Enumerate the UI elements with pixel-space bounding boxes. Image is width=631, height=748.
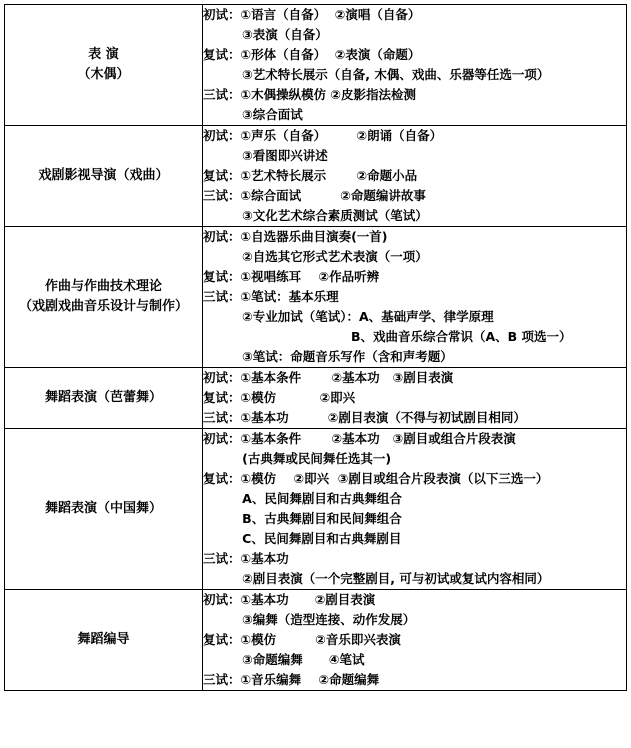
exam-detail-line: 初试：①基本条件 ②基本功 ③剧目表演 [203, 370, 454, 385]
exam-detail-line: 复试：①模仿 ②即兴 [203, 390, 356, 405]
exam-detail-line: ③命题编舞 ④笔试 [203, 652, 365, 667]
exam-detail-line: 复试：①艺术特长展示 ②命题小品 [203, 168, 418, 183]
exam-detail-line: 复试：①模仿 ②音乐即兴表演 [203, 632, 401, 647]
exam-detail-line: 初试：①自选器乐曲目演奏(一首) [203, 229, 388, 244]
major-name-cell [5, 429, 203, 590]
major-name-cell [5, 5, 203, 126]
exam-detail-line: ③笔试：命题音乐写作（含和声考题） [203, 349, 453, 364]
exam-detail-line: 三试：①基本功 [203, 551, 289, 566]
major-name-cell [5, 126, 203, 227]
exam-detail-line: 三试：①笔试：基本乐理 [203, 289, 339, 304]
exam-detail-line: ③编舞（造型连接、动作发展） [203, 612, 416, 627]
exam-detail-cell [203, 590, 627, 691]
major-name-line: （木偶） [77, 67, 130, 82]
exam-detail-line: 三试：①基本功 ②剧目表演（不得与初试剧目相同） [203, 410, 526, 425]
exam-detail-cell [203, 227, 627, 368]
major-name-line: 舞蹈表演（中国舞） [44, 501, 162, 516]
exam-detail-line: 初试：①基本功 ②剧目表演 [203, 592, 376, 607]
exam-detail-line: ②自选其它形式艺术表演（一项） [203, 249, 428, 264]
table-row [5, 126, 627, 227]
exam-detail-cell [203, 368, 627, 429]
table-row [5, 368, 627, 429]
exam-detail-line: (古典舞或民间舞任选其一) [203, 451, 392, 466]
major-name-line: 作曲与作曲技术理论 [44, 279, 162, 294]
exam-detail-line: ③表演（自备） [203, 27, 328, 42]
table-body [5, 5, 627, 691]
exam-detail-line: ②剧目表演（一个完整剧目, 可与初试或复试内容相同） [203, 571, 550, 586]
exam-detail-line: 初试：①基本条件 ②基本功 ③剧目或组合片段表演 [203, 431, 516, 446]
table-row [5, 227, 627, 368]
exam-detail-cell [203, 5, 627, 126]
exam-detail-line: B、戏曲音乐综合常识（A、B 项选一） [203, 329, 572, 344]
exam-detail-line: 初试：①声乐（自备） ②朗诵（自备） [203, 128, 443, 143]
exam-detail-line: ③看图即兴讲述 [203, 148, 328, 163]
major-name-line: 表 演 [88, 47, 119, 62]
major-name-cell [5, 227, 203, 368]
exam-detail-line: ③艺术特长展示（自备, 木偶、戏曲、乐器等任选一项） [203, 67, 550, 82]
table-row [5, 429, 627, 590]
major-name-line: 舞蹈编导 [77, 632, 130, 647]
exam-detail-line: ②专业加试（笔试）：A、基础声学、律学原理 [203, 309, 494, 324]
major-name-line: 舞蹈表演（芭蕾舞） [44, 390, 162, 405]
exam-detail-line: 三试：①音乐编舞 ②命题编舞 [203, 672, 380, 687]
major-name-line: 戏剧影视导演（戏曲） [38, 168, 169, 183]
exam-detail-line: 三试：①综合面试 ②命题编讲故事 [203, 188, 426, 203]
exam-detail-line: ③综合面试 [203, 107, 303, 122]
exam-detail-line: 初试：①语言（自备） ②演唱（自备） [203, 7, 421, 22]
table-row [5, 590, 627, 691]
exam-detail-line: B、古典舞剧目和民间舞组合 [203, 511, 402, 526]
table-row [5, 5, 627, 126]
exam-detail-cell [203, 126, 627, 227]
major-name-line: （戏剧戏曲音乐设计与制作） [18, 299, 188, 314]
exam-detail-line: 复试：①模仿 ②即兴 ③剧目或组合片段表演（以下三选一） [203, 471, 549, 486]
exam-detail-line: 复试：①视唱练耳 ②作品听辨 [203, 269, 380, 284]
major-name-cell [5, 590, 203, 691]
exam-requirements-table [4, 4, 627, 691]
exam-detail-line: C、民间舞剧目和古典舞剧目 [203, 531, 402, 546]
exam-detail-line: 三试：①木偶操纵模仿 ②皮影指法检测 [203, 87, 417, 102]
exam-detail-cell [203, 429, 627, 590]
exam-detail-line: A、民间舞剧目和古典舞组合 [203, 491, 402, 506]
exam-detail-line: ③文化艺术综合素质测试（笔试） [203, 208, 428, 223]
major-name-cell [5, 368, 203, 429]
exam-detail-line: 复试：①形体（自备） ②表演（命题） [203, 47, 421, 62]
